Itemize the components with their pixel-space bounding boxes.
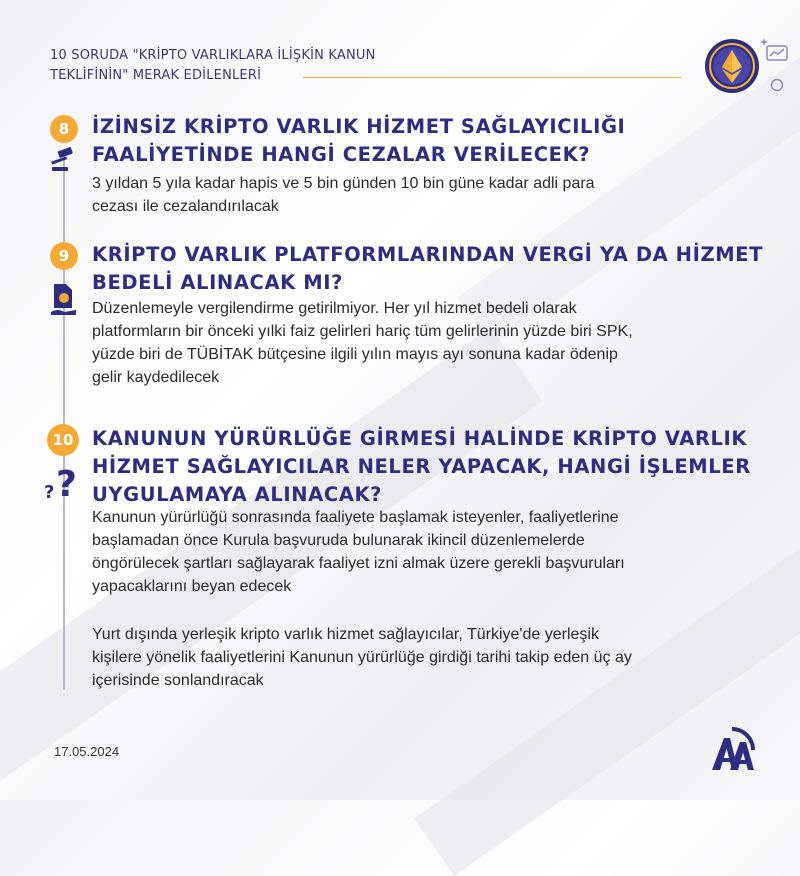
answer-line: 3 yıldan 5 yıla kadar hapis ve 5 bin günden 10 bin güne kadar adli para (92, 175, 595, 192)
item-number-badge: 8 (50, 115, 78, 143)
item-number-badge: 10 (47, 424, 79, 456)
question-line: FAALİYETİNDE HANGİ CEZALAR VERİLECEK? (92, 143, 591, 166)
question-marks-icon (42, 460, 82, 500)
svg-text:?: ? (44, 482, 55, 500)
ethereum-icon (704, 38, 760, 94)
answer-line: öngörülecek şartları sağlayarak faaliyet izni almak üzere gerekli başvuruları (92, 555, 625, 572)
question-heading (92, 241, 763, 297)
answer-line: yüzde biri de TÜBİTAK bütçesine ilgili yılın mayıs ayı sonuna kadar ödenip (92, 346, 618, 363)
question-line: UYGULAMAYA ALINACAK? (92, 483, 383, 506)
sparkle-icon (760, 38, 768, 46)
coin-icon (770, 78, 784, 92)
question-line: BEDELİ ALINACAK MI? (92, 271, 344, 294)
page-title-line: 10 SORUDA "KRİPTO VARLIKLARA İLİŞKİN KANUN (50, 48, 376, 63)
answer-line: içerisinde sonlandıracak (92, 672, 264, 689)
question-line: KANUNUN YÜRÜRLÜĞE GİRMESİ HALİNDE KRİPTO VARLIK (92, 427, 748, 450)
document-coin-icon (50, 282, 78, 318)
chart-icon (765, 42, 789, 66)
answer-line: Yurt dışında yerleşik kripto varlık hizmet sağlayıcılar, Türkiye'de yerleşik (92, 626, 599, 643)
answer-line: gelir kaydedilecek (92, 369, 220, 386)
answer-line: başlamadan önce Kurula başvuruda bulunarak ikincil düzenlemelerde (92, 532, 585, 549)
publish-date: 17.05.2024 (54, 744, 120, 759)
question-line: KRİPTO VARLIK PLATFORMLARINDAN VERGİ YA DA HİZMET (92, 243, 764, 266)
timeline-line (63, 150, 65, 690)
answer-line: Kanunun yürürlüğü sonrasında faaliyete başlamak isteyenler, faaliyetlerine (92, 509, 619, 526)
question-heading (92, 113, 625, 169)
svg-text:?: ? (56, 464, 77, 500)
question-line: HİZMET SAĞLAYICILAR NELER YAPACAK, HANGİ İŞLEMLER (92, 455, 751, 478)
answer-text (92, 506, 625, 598)
answer-text (92, 623, 632, 692)
answer-line: platformların bir önceki yılki faiz gelirleri hariç tüm gelirlerinin yüzde biri SPK, (92, 323, 633, 340)
question-heading (92, 425, 751, 509)
answer-text (92, 172, 595, 218)
answer-line: yapacaklarını beyan edecek (92, 578, 292, 595)
page-title-line: TEKLİFİNİN" MERAK EDİLENLERİ (50, 68, 262, 83)
item-number-badge: 9 (50, 242, 78, 270)
aa-logo (708, 726, 756, 774)
answer-line: kişilere yönelik faaliyetlerini Kanunun yürürlüğe girdiği tarihi takip eden üç ay (92, 649, 632, 666)
question-line: İZİNSİZ KRİPTO VARLIK HİZMET SAĞLAYICILIĞI (92, 115, 626, 138)
answer-text (92, 297, 633, 389)
answer-line: cezası ile cezalandırılacak (92, 198, 279, 215)
gavel-icon (48, 146, 78, 174)
answer-line: Düzenlemeyle vergilendirme getirilmiyor. Her yıl hizmet bedeli olarak (92, 300, 577, 317)
header-divider (303, 77, 681, 78)
page-title (50, 46, 470, 86)
